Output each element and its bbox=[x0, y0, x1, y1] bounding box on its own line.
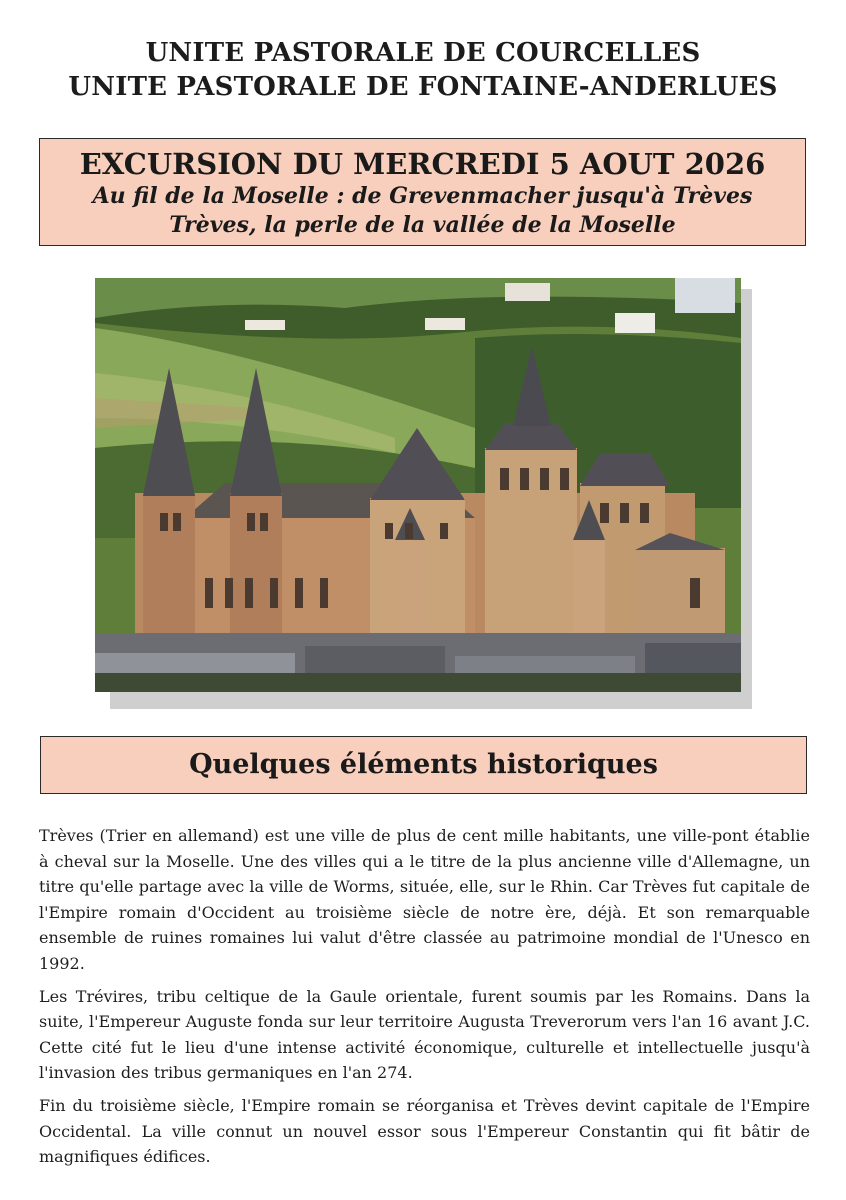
section-title-box bbox=[40, 736, 807, 794]
paragraph-3: Fin du troisième siècle, l'Empire romain se réorganisa et Trèves devint capitale de l'Empire Occidental. La ville connut un nouvel essor sous l'Empereur Constantin qui fit bâtir de magnifiques édifices. bbox=[39, 1095, 810, 1167]
header-titles bbox=[0, 36, 846, 104]
paragraph-2: Les Trévires, tribu celtique de la Gaule orientale, furent soumis par les Romains. Dans la suite, l'Empereur Auguste fonda sur leur territoire Augusta Treverorum vers l'an 16 avant J.C. Cette cité fut le lieu d'une intense activité économique, culturelle et intellectuelle jusqu'à l'invasion des tribus germaniques en l'an 274. bbox=[39, 986, 810, 1083]
header-line-1: UNITE PASTORALE DE COURCELLES bbox=[145, 38, 701, 68]
cathedral-illustration bbox=[95, 278, 741, 692]
excursion-subtitle-2: Trèves, la perle de la vallée de la Moselle bbox=[169, 212, 676, 238]
excursion-title-box bbox=[39, 138, 806, 246]
excursion-subtitle-1: Au fil de la Moselle : de Grevenmacher jusqu'à Trèves bbox=[92, 183, 753, 209]
paragraph-1: Trèves (Trier en allemand) est une ville de plus de cent mille habitants, une ville-pont établie à cheval sur la Moselle. Une des villes qui a le titre de la plus ancienne ville d'Allemagne, un titre qu'elle partage avec la ville de Worms, située, elle, sur le Rhin. Car Trèves fut capitale de l'Empire romain d'Occident au troisième siècle de notre ère, déjà. Et son remarquable ensemble de ruines romaines lui valut d'être classée au patrimoine mondial de l'Unesco en 1992. bbox=[39, 826, 810, 973]
body-text bbox=[39, 823, 810, 1177]
trier-cathedral-photo bbox=[95, 278, 741, 692]
section-title: Quelques éléments historiques bbox=[189, 749, 658, 780]
header-line-2: UNITE PASTORALE DE FONTAINE-ANDERLUES bbox=[68, 72, 778, 102]
excursion-title: EXCURSION DU MERCREDI 5 AOUT 2026 bbox=[79, 147, 766, 181]
